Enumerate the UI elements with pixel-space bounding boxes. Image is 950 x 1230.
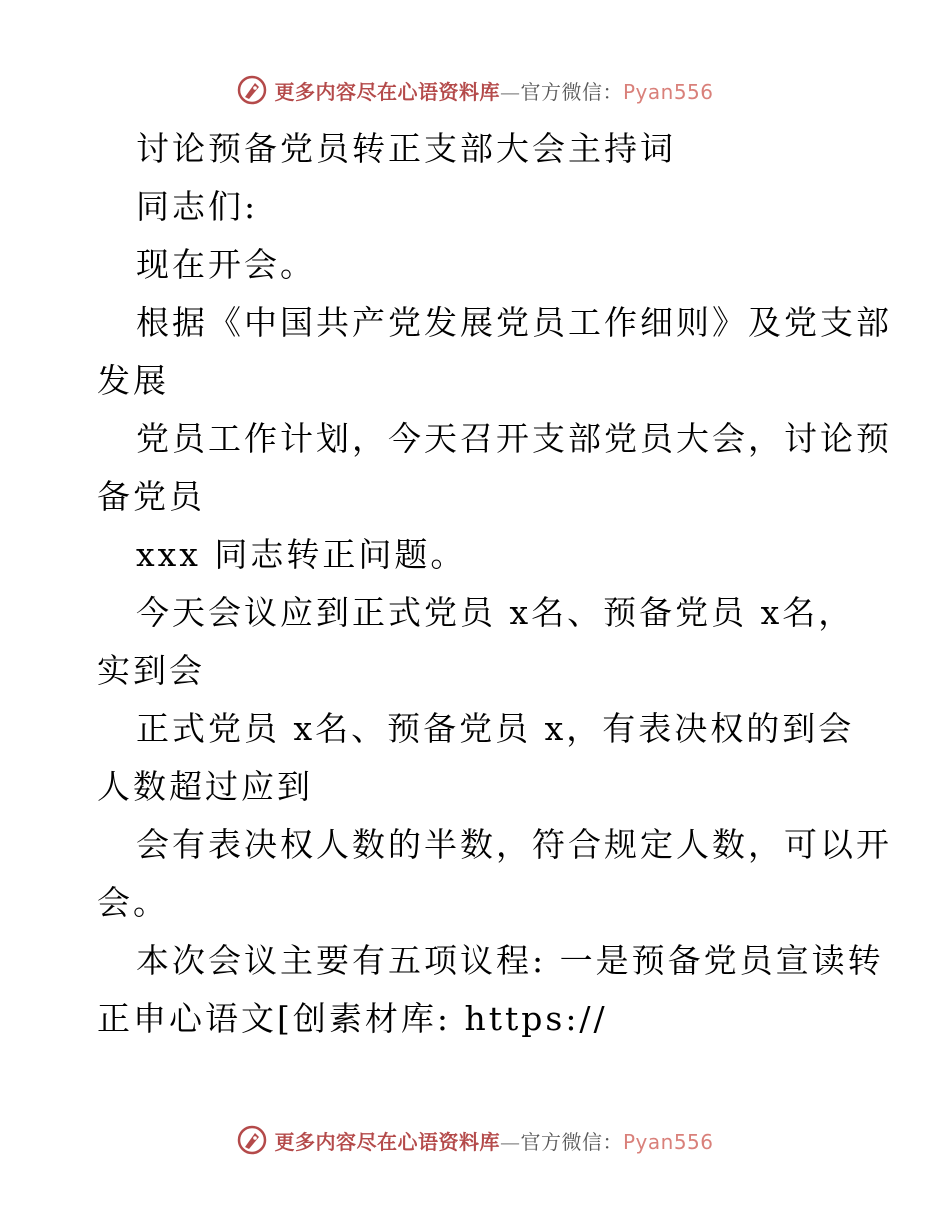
document-line: 备党员 xyxy=(97,477,205,516)
document-line: 实到会 xyxy=(97,651,205,690)
document-line: 党员工作计划，今天召开支部党员大会，讨论预 xyxy=(136,419,892,458)
document-line: 正式党员 x名、预备党员 x，有表决权的到会 xyxy=(136,709,855,748)
banner-account: Pyan556 xyxy=(622,1129,714,1154)
document-line: 正申心语文[创素材库: https:// xyxy=(97,999,608,1038)
document-line: 人数超过应到 xyxy=(97,767,313,806)
banner-site: 更多内容尽在心语资料库 xyxy=(274,79,500,104)
document-line: 会。 xyxy=(97,883,169,922)
banner-wechat-label: 官方微信： xyxy=(520,79,623,104)
banner-text xyxy=(274,76,713,105)
document-line: xxx 同志转正问题。 xyxy=(136,535,467,574)
document-line: 发展 xyxy=(97,361,169,400)
banner-wechat-label: 官方微信： xyxy=(520,1129,623,1154)
document-line: 同志们: xyxy=(136,187,259,226)
banner-separator: — xyxy=(499,1129,521,1154)
pen-nib-logo-icon xyxy=(236,74,268,106)
banner-account: Pyan556 xyxy=(622,79,714,104)
banner-separator: — xyxy=(499,79,521,104)
footer-watermark-banner xyxy=(0,1120,950,1160)
document-line: 会有表决权人数的半数，符合规定人数，可以开 xyxy=(136,825,892,864)
document-line: 现在开会。 xyxy=(136,245,316,284)
document-body xyxy=(97,120,892,1048)
document-line: 根据《中国共产党发展党员工作细则》及党支部 xyxy=(136,303,892,342)
document-line: 讨论预备党员转正支部大会主持词 xyxy=(136,129,676,168)
header-watermark-banner xyxy=(0,70,950,110)
banner-text xyxy=(274,1126,713,1155)
document-line: 本次会议主要有五项议程: 一是预备党员宣读转 xyxy=(136,941,884,980)
document-line: 今天会议应到正式党员 x名、预备党员 x名， xyxy=(136,593,855,632)
banner-site: 更多内容尽在心语资料库 xyxy=(274,1129,500,1154)
pen-nib-logo-icon xyxy=(236,1124,268,1156)
